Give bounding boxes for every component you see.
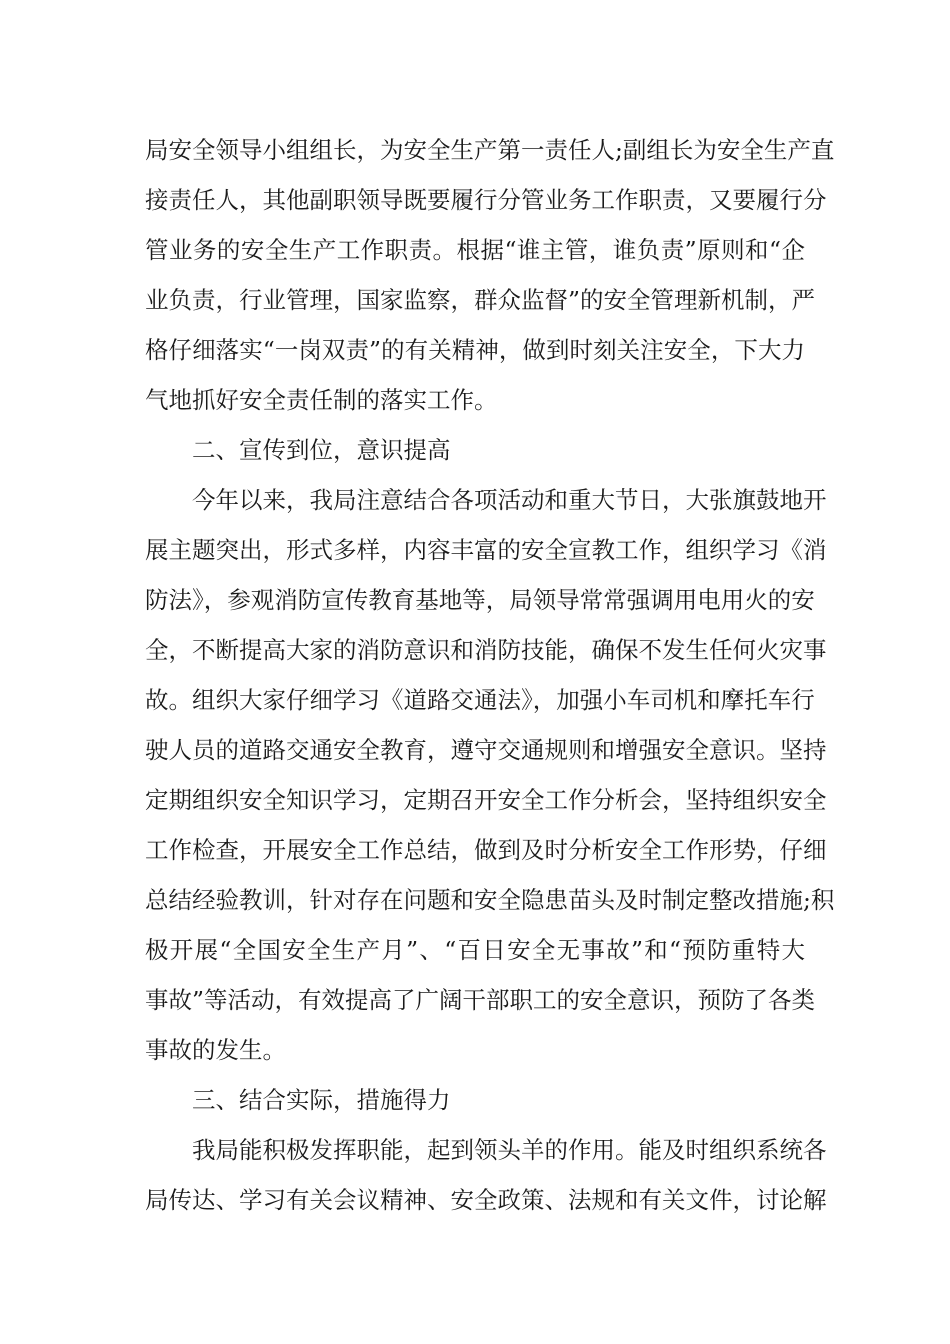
- text-line: 管业务的安全生产工作职责。根据“谁主管，谁负责”原则和“企: [145, 236, 805, 264]
- text-line: 防法》，参观消防宣传教育基地等，局领导常常强调用电用火的安: [145, 586, 815, 614]
- paragraph-responsibility: [145, 125, 835, 425]
- text-line: 极开展“全国安全生产月”、“百日安全无事故”和“预防重特大: [145, 936, 805, 964]
- text-line: 事故”等活动，有效提高了广阔干部职工的安全意识，预防了各类: [145, 986, 816, 1014]
- document-body: [145, 125, 835, 1225]
- section-heading-measures: 三、结合实际，措施得力: [192, 1086, 451, 1114]
- text-line: 定期组织安全知识学习，定期召开安全工作分析会，坚持组织安全: [145, 786, 827, 814]
- text-line: 驶人员的道路交通安全教育，遵守交通规则和增强安全意识。坚持: [145, 736, 827, 764]
- text-line: 接责任人，其他副职领导既要履行分管业务工作职责，又要履行分: [145, 186, 827, 214]
- text-line: 工作检查，开展安全工作总结，做到及时分析安全工作形势，仔细: [145, 836, 827, 864]
- text-line: 故。组织大家仔细学习《道路交通法》，加强小车司机和摩托车行: [145, 686, 815, 714]
- text-line: 格仔细落实“一岗双责”的有关精神，做到时刻关注安全，下大力: [145, 336, 805, 364]
- text-line: 业负责，行业管理，国家监察，群众监督”的安全管理新机制，严: [145, 286, 816, 314]
- text-line: 局安全领导小组组长，为安全生产第一责任人;副组长为安全生产直: [145, 136, 835, 164]
- paragraph-publicity: [145, 475, 835, 1075]
- text-line: 今年以来，我局注意结合各项活动和重大节日，大张旗鼓地开: [192, 486, 827, 514]
- text-line: 事故的发生。: [145, 1036, 286, 1064]
- paragraph-measures: [145, 1125, 827, 1225]
- text-line: 我局能积极发挥职能，起到领头羊的作用。能及时组织系统各: [192, 1136, 827, 1164]
- text-line: 全，不断提高大家的消防意识和消防技能，确保不发生任何火灾事: [145, 636, 827, 664]
- text-line: 总结经验教训，针对存在问题和安全隐患苗头及时制定整改措施;积: [145, 886, 835, 914]
- text-line: 展主题突出，形式多样，内容丰富的安全宣教工作，组织学习《消: [145, 536, 827, 564]
- section-heading-publicity: 二、宣传到位，意识提高: [192, 436, 451, 464]
- text-line: 气地抓好安全责任制的落实工作。: [145, 386, 498, 414]
- text-line: 局传达、学习有关会议精神、安全政策、法规和有关文件，讨论解: [145, 1186, 827, 1214]
